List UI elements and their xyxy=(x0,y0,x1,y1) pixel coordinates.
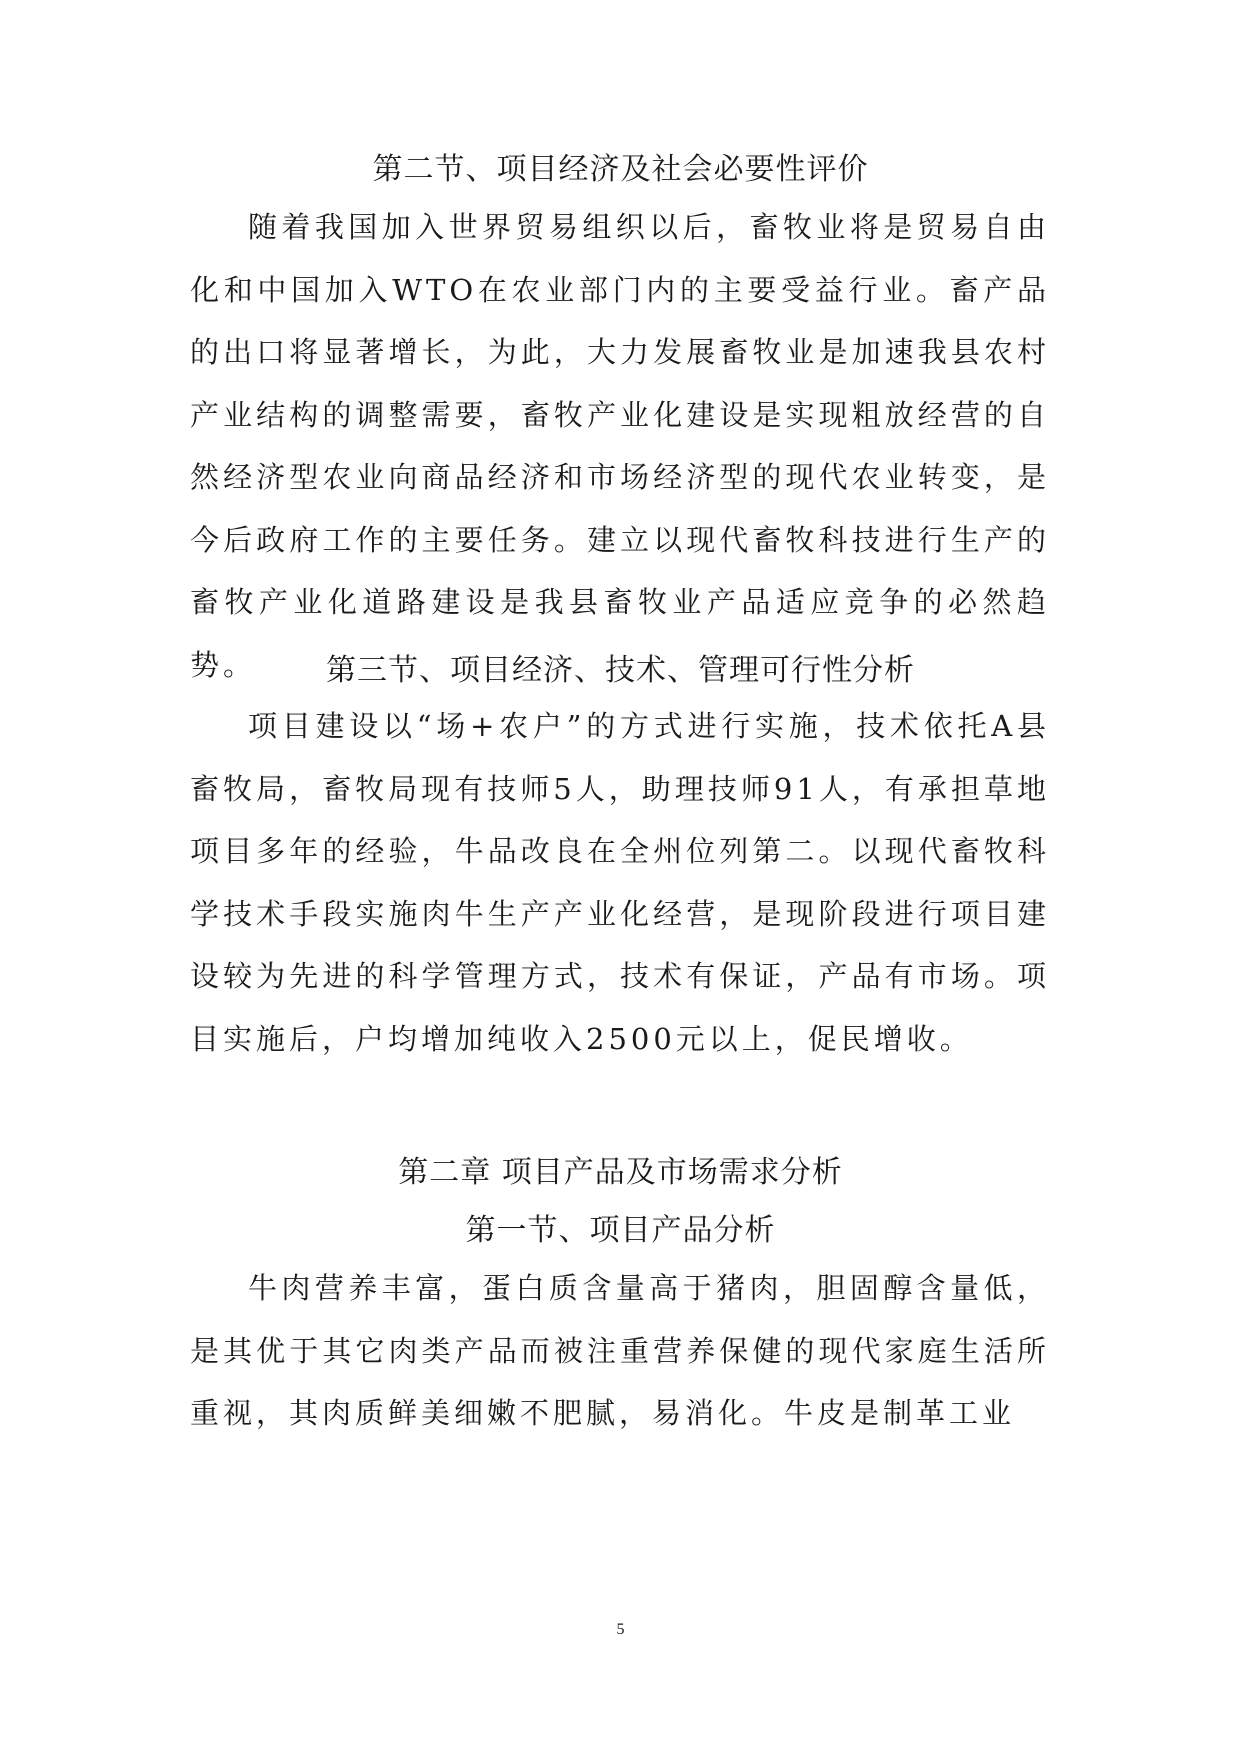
section-heading-feasibility-analysis: 第三节、项目经济、技术、管理可行性分析 xyxy=(326,653,915,688)
paragraph-product-analysis: 牛肉营养丰富，蛋白质含量高于猪肉，胆固醇含量低，是其优于其它肉类产品而被注重营养保健的现代家庭生活所重视，其肉质鲜美细嫩不肥腻，易消化。牛皮是制革工业 xyxy=(190,1271,1050,1430)
paragraph-feasibility-analysis: 项目建设以“场+农户”的方式进行实施，技术依托A县畜牧局，畜牧局现有技师5人，助理技师91人，有承担草地项目多年的经验，牛品改良在全州位列第二。以现代畜牧科学技术手段实施肉牛生产产业化经营，是现阶段进行项目建设较为先进的科学管理方式，技术有保证，产品有市场。项目实施后，户均增加纯收入2500元以上，促民增收。 xyxy=(190,709,1050,1056)
chapter-title: 第二章 项目产品及市场需求分析 xyxy=(398,1155,843,1190)
paragraph-economic-social-necessity: 随着我国加入世界贸易组织以后，畜牧业将是贸易自由化和中国加入WTO在农业部门内的主要受益行业。畜产品的出口将显著增长，为此，大力发展畜牧业是加速我县农村产业结构的调整需要，畜牧产业化建设是实现粗放经营的自然经济型农业向商品经济和市场经济型的现代农业转变，是今后政府工作的主要任务。建立以现代畜牧科技进行生产的畜牧产业化道路建设是我县畜牧业产品适应竞争的必然趋势。 xyxy=(190,210,1050,682)
section-heading-economic-social-necessity: 第二节、项目经济及社会必要性评价 xyxy=(372,152,869,187)
page-number: 5 xyxy=(616,1621,625,1638)
section-heading-product-analysis: 第一节、项目产品分析 xyxy=(465,1213,776,1248)
